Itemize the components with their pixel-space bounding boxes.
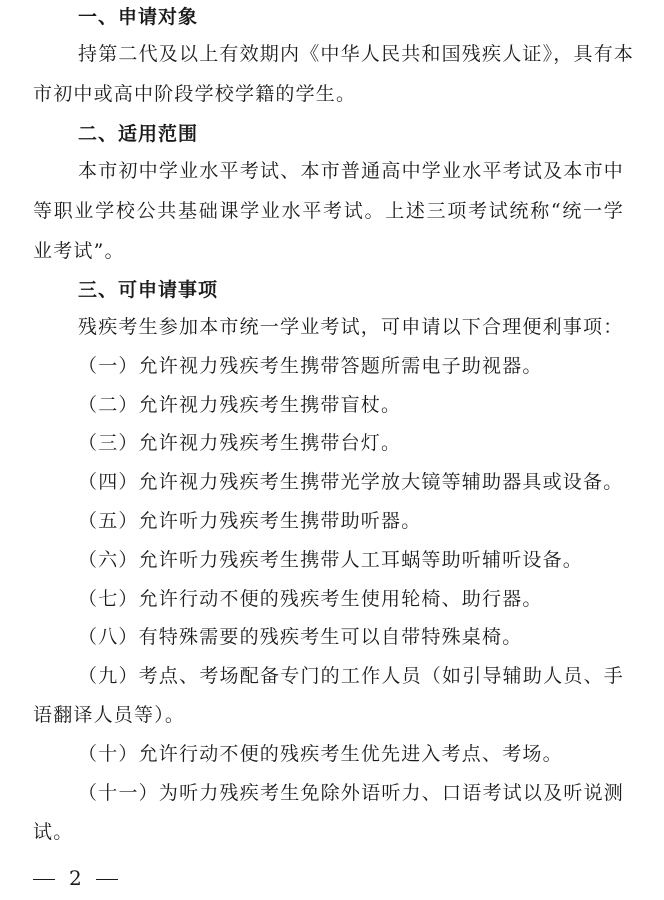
paragraph-applicants-line-1: 持第二代及以上有效期内《中华人民共和国残疾人证》，具有本 <box>78 43 635 65</box>
list-item-5: （五）允许听力残疾考生携带助听器。 <box>78 510 422 532</box>
list-item-9-line-2: 语翻译人员等）。 <box>33 704 186 726</box>
list-item-11-line-1: （十一）为听力残疾考生免除外语听力、口语考试以及听说测 <box>78 782 624 804</box>
list-item-1: （一）允许视力残疾考生携带答题所需电子助视器。 <box>78 355 543 377</box>
page-footer <box>33 867 118 889</box>
footer-dash-left <box>33 879 55 880</box>
section-heading-scope: 二、适用范围 <box>78 123 199 145</box>
paragraph-scope-line-1: 本市初中学业水平考试、本市普通高中学业水平考试及本市中 <box>78 160 624 182</box>
list-item-7: （七）允许行动不便的残疾考生使用轮椅、助行器。 <box>78 588 543 610</box>
paragraph-applicants-line-2: 市初中或高中阶段学校学籍的学生。 <box>33 83 357 105</box>
list-item-4: （四）允许视力残疾考生携带光学放大镜等辅助器具或设备。 <box>78 471 624 493</box>
section-heading-accommodations: 三、可申请事项 <box>78 279 219 301</box>
list-item-6: （六）允许听力残疾考生携带人工耳蜗等助听辅听设备。 <box>78 549 584 571</box>
list-item-3: （三）允许视力残疾考生携带台灯。 <box>78 432 402 454</box>
list-item-11-line-2: 试。 <box>33 821 74 843</box>
section-heading-applicants: 一、申请对象 <box>78 6 199 28</box>
page-number: 2 <box>69 866 82 890</box>
paragraph-scope-line-3: 业考试”。 <box>33 240 125 262</box>
paragraph-accommodations-intro: 残疾考生参加本市统一学业考试，可申请以下合理便利事项： <box>78 316 624 338</box>
footer-dash-right <box>96 879 118 880</box>
list-item-10: （十）允许行动不便的残疾考生优先进入考点、考场。 <box>78 743 563 765</box>
list-item-8: （八）有特殊需要的残疾考生可以自带特殊桌椅。 <box>78 626 523 648</box>
paragraph-scope-line-2: 等职业学校公共基础课学业水平考试。上述三项考试统称“统一学 <box>33 200 624 222</box>
list-item-9-line-1: （九）考点、考场配备专门的工作人员（如引导辅助人员、手 <box>78 665 624 687</box>
list-item-2: （二）允许视力残疾考生携带盲杖。 <box>78 394 402 416</box>
